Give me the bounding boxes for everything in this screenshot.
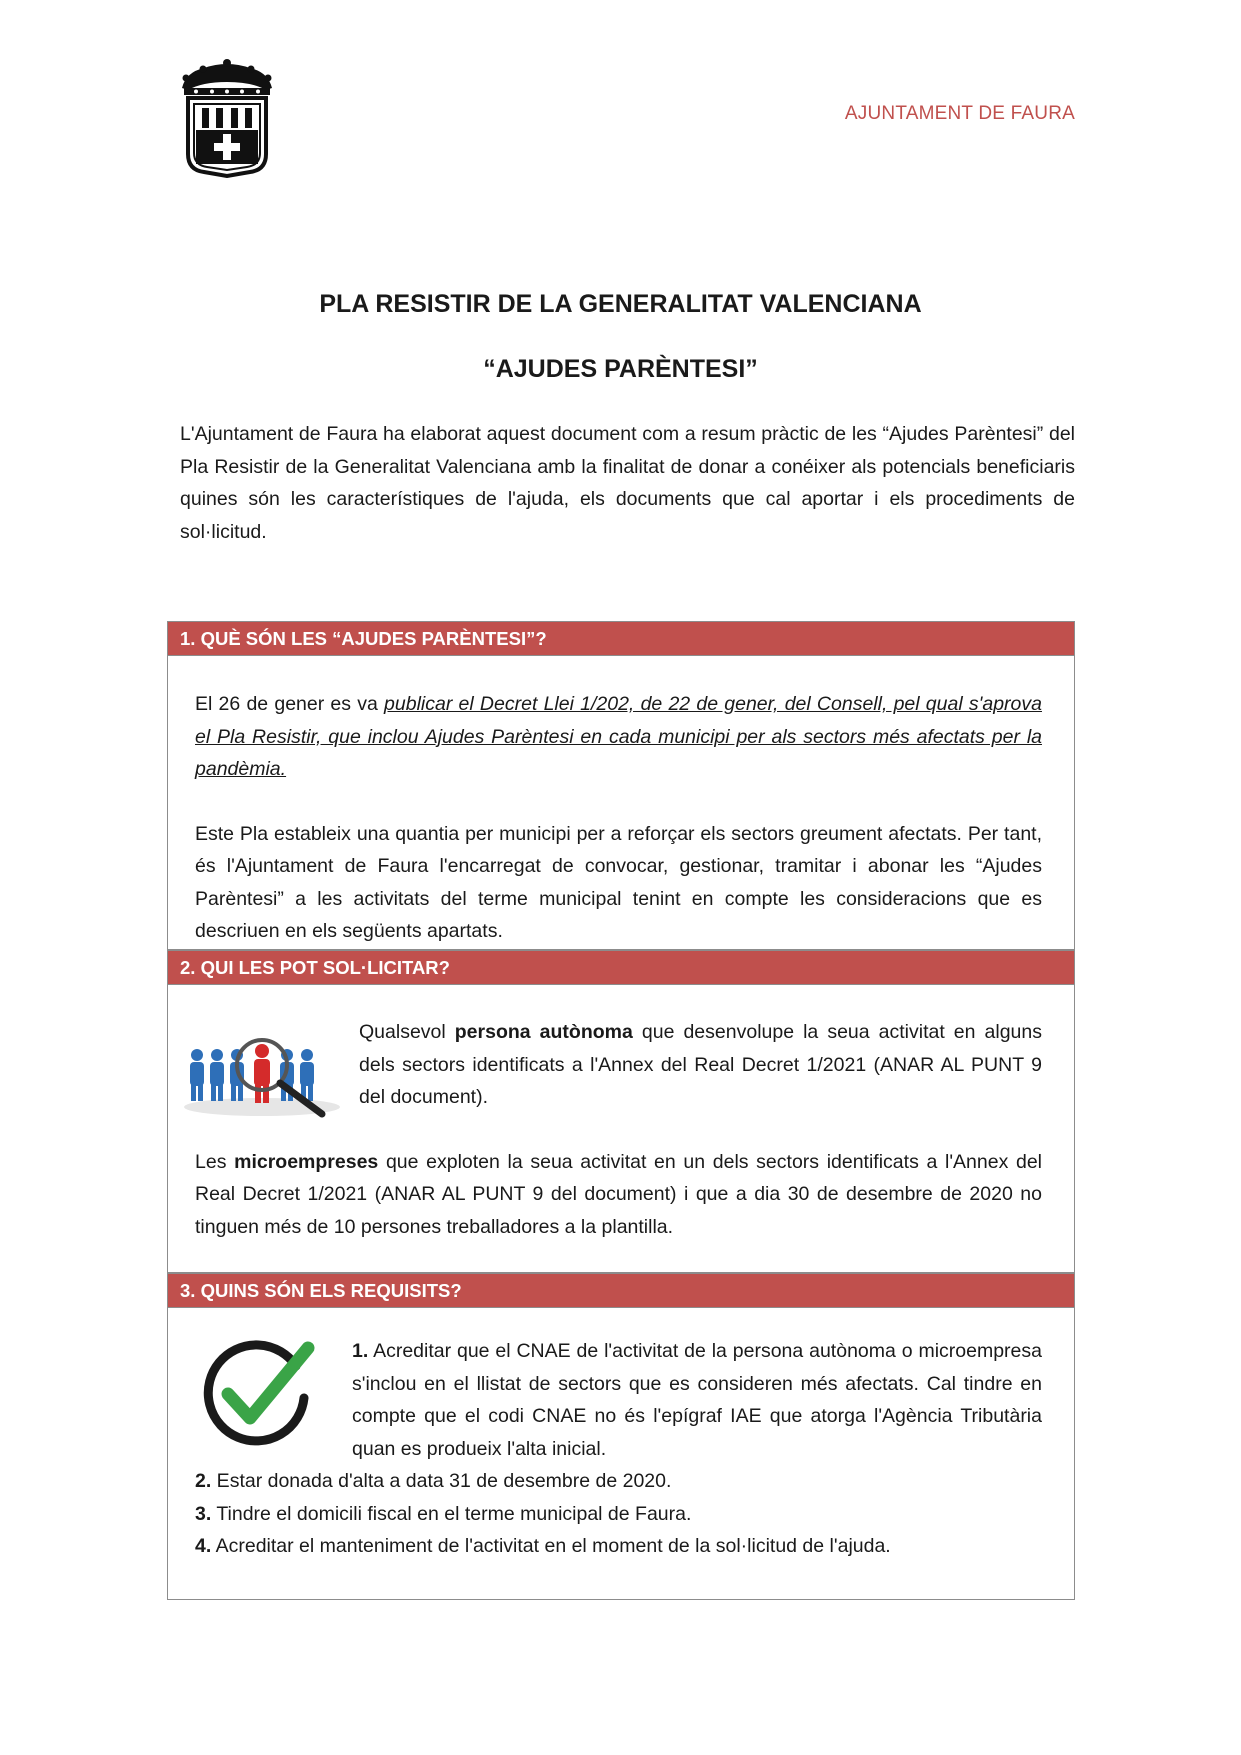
requirement-item: [195, 1530, 1042, 1563]
section-2-text: que exploten la seua activitat en un dels sectors identificats a l'Annex del Real Decret 1/2021 (ANAR AL PUNT 9 del document) i que a dia 30 de desembre de 2020 no tinguen més de 10 persones treballadores a la plantilla.: [195, 1150, 1043, 1238]
section-2-heading: 2. QUI LES POT SOL·LICITAR?: [168, 950, 1074, 985]
section-1-text: El 26 de gener es va: [195, 693, 385, 715]
section-3: [167, 1273, 1075, 1600]
section-2-text: Les: [195, 1150, 235, 1173]
document-subtitle: “AJUDES PARÈNTESI”: [483, 355, 758, 383]
section-2-paragraph-1: [359, 1016, 1042, 1114]
section-2: [167, 950, 1075, 1273]
requirement-item: [195, 1465, 1042, 1498]
requirement-item: [195, 1498, 1042, 1531]
requirement-number: 4.: [195, 1535, 212, 1557]
document-title: PLA RESISTIR DE LA GENERALITAT VALENCIANA: [319, 290, 922, 318]
section-3-body: [168, 1308, 1074, 1563]
requirement-text: Acreditar que el CNAE de l'activitat de la persona autònoma o microempresa s'inclou en el llistat de sectors que es consideren més afectats. Cal tindre en compte que el codi CNAE no és l'epígraf IAE que atorga l'Agència Tributària quan es produeix l'alta inicial.: [352, 1340, 1042, 1460]
requirement-number: 1.: [352, 1340, 369, 1362]
section-1-body: [168, 656, 1074, 948]
section-2-text: que desenvolupe la seua activitat en alguns dels sectors identificats a l'Annex del Real Decret 1/2021 (ANAR AL PUNT 9 del document).: [359, 1021, 1042, 1108]
requirement-number: 2.: [195, 1470, 212, 1492]
decree-link[interactable]: publicar el Decret Llei 1/202, de 22 de gener, del Consell, pel qual s'aprova el Pla Resistir, que inclou Ajudes Parèntesi en cada municipi per als sectors més afectats per la pandèmia.: [195, 693, 1042, 780]
section-1-paragraph-1: [195, 688, 1042, 786]
requirement-item: [352, 1335, 1042, 1465]
intro-paragraph: L'Ajuntament de Faura ha elaborat aquest document com a resum pràctic de les “Ajudes Parèntesi” del Pla Resistir de la Generalitat Valenciana amb la finalitat de donar a conéixer als potencials beneficiaris quines són les característiques de l'ajuda, els documents que cal aportar i els procediments de sol·licitud.: [180, 423, 1075, 543]
section-2-bold: microempreses: [234, 1150, 379, 1173]
people-magnifier-icon: [182, 1019, 342, 1119]
section-2-body: [168, 985, 1074, 1243]
section-1-heading: 1. QUÈ SÓN LES “AJUDES PARÈNTESI”?: [168, 621, 1074, 656]
section-2-paragraph-2: [195, 1146, 1042, 1244]
checkmark-icon: [200, 1336, 318, 1454]
organization-name: AJUNTAMENT DE FAURA: [844, 103, 1075, 124]
requirement-text: Acreditar el manteniment de l'activitat en el moment de la sol·licitud de l'ajuda.: [211, 1535, 891, 1557]
section-2-text: Qualsevol: [359, 1021, 455, 1043]
requirement-text: Estar donada d'alta a data 31 de desembre de 2020.: [211, 1470, 672, 1492]
requirement-text: Tindre el domicili fiscal en el terme municipal de Faura.: [211, 1502, 692, 1525]
section-3-heading: 3. QUINS SÓN ELS REQUISITS?: [168, 1273, 1074, 1308]
section-1: [167, 621, 1075, 950]
section-2-bold: persona autònoma: [454, 1021, 633, 1043]
section-1-paragraph-2: Este Pla estableix una quantia per municipi per a reforçar els sectors greument afectats. Per tant, és l'Ajuntament de Faura l'encarregat de convocar, gestionar, tramitar i abonar les “Ajudes Parèntesi” a les activitats del terme municipal tenint en compte les consideracions que es descriuen en els següents apartats.: [195, 822, 1042, 942]
requirement-number: 3.: [195, 1502, 212, 1525]
coat-of-arms-icon: [174, 58, 280, 178]
